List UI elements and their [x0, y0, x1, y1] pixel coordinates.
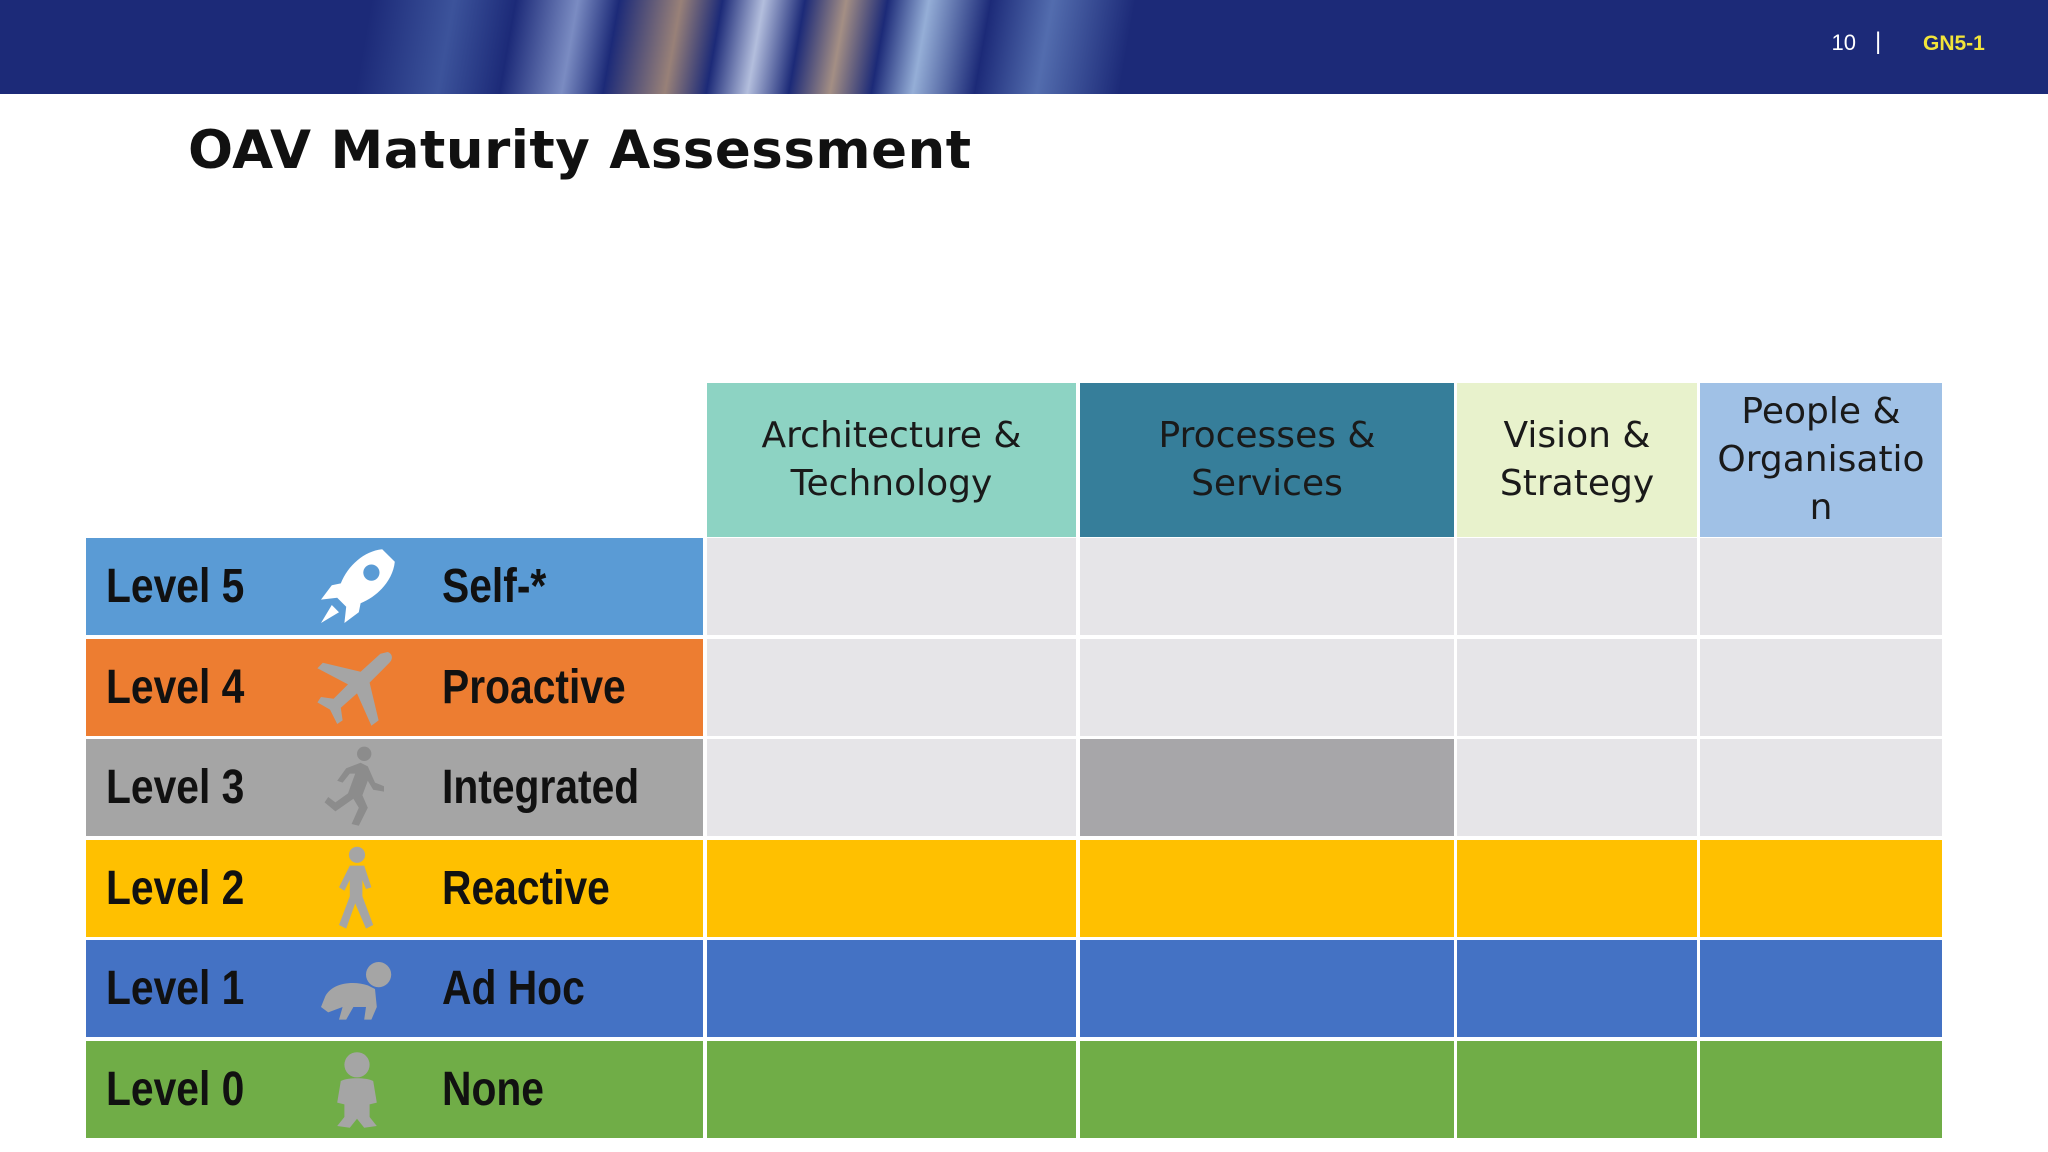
- column-header-line: Processes &: [1158, 415, 1376, 456]
- level-row: [86, 639, 703, 736]
- column-header-line: People &: [1741, 391, 1901, 432]
- level-label: Level 2: [106, 862, 245, 915]
- column-header-4: [1700, 383, 1942, 537]
- level-row: [86, 739, 703, 836]
- slide-number: 10: [1831, 30, 1856, 55]
- assessment-cell: [1080, 538, 1454, 635]
- baby-icon: [312, 1045, 402, 1135]
- column-header-line: Strategy: [1499, 463, 1655, 504]
- level-name: Ad Hoc: [442, 962, 585, 1015]
- level-label: Level 4: [106, 661, 245, 714]
- column-header-3: [1457, 383, 1697, 537]
- header-banner: [0, 0, 2048, 94]
- level-row: [86, 538, 703, 635]
- running-person-icon: [312, 743, 402, 833]
- crawling-baby-icon: [312, 944, 402, 1034]
- column-header-2: [1080, 383, 1454, 537]
- assessment-cell: [707, 1041, 1076, 1138]
- assessment-cell: [707, 840, 1076, 937]
- assessment-cell: [1457, 639, 1697, 736]
- assessment-cell: [1080, 1041, 1454, 1138]
- assessment-cell: [1457, 840, 1697, 937]
- level-label: Level 5: [106, 560, 245, 613]
- assessment-cell: [1457, 940, 1697, 1037]
- level-name: None: [442, 1063, 544, 1116]
- column-header-line: n: [1809, 487, 1833, 528]
- header-separator: |: [1875, 28, 1882, 55]
- assessment-cell: [1700, 739, 1942, 836]
- level-row: [86, 940, 703, 1037]
- level-name: Self-*: [442, 560, 547, 613]
- column-header-line: Organisatio: [1717, 439, 1925, 480]
- column-header-line: Vision &: [1503, 415, 1651, 456]
- column-header-1: [707, 383, 1076, 537]
- assessment-cell: [1080, 639, 1454, 736]
- column-header-line: Architecture &: [761, 415, 1022, 456]
- assessment-cell: [1080, 840, 1454, 937]
- level-label: Level 1: [106, 962, 245, 1015]
- assessment-cell: [1700, 538, 1942, 635]
- airplane-icon: [312, 643, 402, 733]
- rocket-icon: [312, 542, 402, 632]
- level-label: Level 3: [106, 761, 245, 814]
- column-header-line: Services: [1191, 463, 1343, 504]
- assessment-cell: [1700, 1041, 1942, 1138]
- level-name: Reactive: [442, 862, 610, 915]
- level-row: [86, 840, 703, 937]
- assessment-cell: [1457, 538, 1697, 635]
- slide-code: GN5-1: [1923, 32, 1985, 55]
- assessment-cell: [707, 940, 1076, 1037]
- walking-person-icon: [312, 844, 402, 934]
- assessment-cell: [1700, 840, 1942, 937]
- page-title: OAV Maturity Assessment: [188, 120, 972, 181]
- level-name: Integrated: [442, 761, 640, 814]
- assessment-cell: [1457, 1041, 1697, 1138]
- assessment-cell: [707, 639, 1076, 736]
- assessment-cell: [1457, 739, 1697, 836]
- assessment-cell: [707, 739, 1076, 836]
- assessment-cell: [1080, 739, 1454, 836]
- assessment-cell: [1700, 639, 1942, 736]
- level-row: [86, 1041, 703, 1138]
- level-name: Proactive: [442, 661, 626, 714]
- level-label: Level 0: [106, 1063, 245, 1116]
- assessment-cell: [707, 538, 1076, 635]
- assessment-cell: [1700, 940, 1942, 1037]
- assessment-cell: [1080, 940, 1454, 1037]
- column-header-line: Technology: [790, 463, 993, 504]
